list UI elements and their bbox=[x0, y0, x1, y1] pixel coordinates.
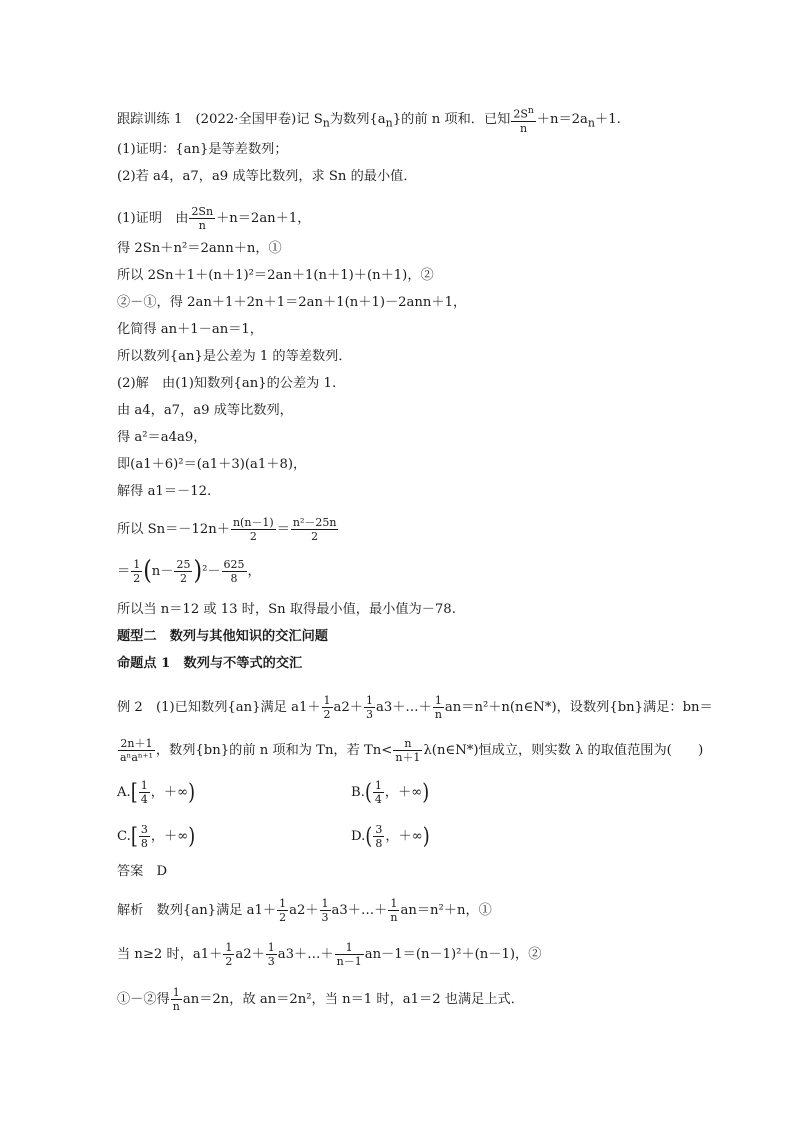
fraction: $\frac{\text{n²－25n}}{2}$ bbox=[292, 516, 337, 543]
fraction: $\frac{625}{8}$ bbox=[223, 558, 245, 585]
section-heading: 题型二 数列与其他知识的交汇问题 bbox=[117, 629, 328, 644]
fraction: $\frac{1}{2}$ bbox=[133, 558, 141, 585]
solution-line: 即(a1＋6)²＝(a1＋3)(a1＋8)， bbox=[117, 457, 307, 472]
fraction: $\frac{1}{2}$ bbox=[279, 897, 287, 924]
fraction: $\frac{n}{n+1}$ bbox=[395, 737, 421, 764]
proof-start: (1)证明 由 $\frac{2Sn}{n}$ ＋n＝2an＋1， bbox=[117, 205, 311, 232]
question-1: (1)证明：{an}是等差数列； bbox=[117, 142, 288, 157]
proof-line: 得 2Sn＋n²＝2ann＋n，① bbox=[117, 241, 282, 256]
fraction: $\frac{2S^n}{n}$ bbox=[513, 105, 534, 135]
solution-line: ＝ $\frac{1}{2}$ (n－ $\frac{25}{2}$ )²－ $\frac{625}{8}$ ， bbox=[117, 555, 261, 586]
example-problem: 例 2 (1)已知数列{an}满足 a1＋ $\frac{1}{2}$ a2＋ $\frac{1}{3}$ a3＋…＋ $\frac{1}{n}$ an＝n²＋n(n∈N*)，设数列{bn}满足：bn＝ bbox=[117, 694, 713, 721]
solution-conclusion: 所以当 n＝12 或 13 时，Sn 取得最小值，最小值为－78. bbox=[117, 602, 456, 617]
fraction: $\frac{1}{2}$ bbox=[323, 694, 331, 721]
option-a: A.[ $\frac{1}{4}$ ，＋∞) bbox=[117, 778, 196, 806]
solution-line: 得 a²＝a4a9， bbox=[117, 430, 207, 445]
example-problem: $\frac{2n+1}{\text{aⁿaⁿ⁺¹}}$ ，数列{bn}的前 n 项和为 Tn，若 Tn< $\frac{n}{n+1}$ λ(n∈N*)恒成立，则实数 λ 的取值范围为( ) bbox=[120, 737, 704, 764]
fraction: $\frac{1}{3}$ bbox=[365, 694, 373, 721]
fraction: $\frac{1}{3}$ bbox=[267, 941, 275, 968]
subsection-heading: 命题点 1 数列与不等式的交汇 bbox=[117, 656, 303, 671]
analysis-line: 解析 数列{an}满足 a1＋ $\frac{1}{2}$ a2＋ $\frac{1}{3}$ a3＋…＋ $\frac{1}{n}$ an＝n²＋n，① bbox=[117, 897, 492, 924]
proof-line: 化简得 an＋1－an＝1， bbox=[117, 322, 263, 337]
fraction: $\frac{2n+1}{\text{aⁿaⁿ⁺¹}}$ bbox=[120, 737, 153, 764]
answer-line: 答案 D bbox=[117, 864, 168, 879]
solution-line: 所以 Sn＝－12n＋ $\frac{n(n-1)}{2}$ ＝ $\frac{\text{n²－25n}}{2}$ bbox=[117, 516, 337, 543]
option-b: B.( $\frac{1}{4}$ ，＋∞) bbox=[351, 778, 430, 806]
fraction: $\frac{2Sn}{n}$ bbox=[191, 205, 214, 232]
fraction: $\frac{1}{n}$ bbox=[390, 897, 398, 924]
fraction: $\frac{1}{3}$ bbox=[321, 897, 329, 924]
fraction: $\frac{25}{2}$ bbox=[176, 558, 191, 585]
fraction: $\frac{1}{n-1}$ bbox=[336, 941, 362, 968]
fraction: $\frac{3}{8}$ bbox=[140, 823, 148, 850]
fraction: $\frac{1}{4}$ bbox=[140, 779, 148, 806]
exercise-header: 跟踪训练 1 (2022·全国甲卷)记 $S_n$为数列$\{a_n\}$的前 n 项和．已知 $\frac{2S^n}{n}$ $+n=2a_n+1$. bbox=[117, 105, 621, 135]
fraction: $\frac{1}{4}$ bbox=[374, 779, 382, 806]
solution-line: 解得 a1＝－12. bbox=[117, 484, 212, 499]
proof-line: ②－①，得 2an＋1＋2n＋1＝2an＋1(n＋1)－2ann＋1， bbox=[117, 295, 467, 310]
fraction: $\frac{1}{2}$ bbox=[225, 941, 233, 968]
fraction: $\frac{1}{n}$ bbox=[172, 986, 180, 1013]
analysis-line: 当 n≥2 时，a1＋ $\frac{1}{2}$ a2＋ $\frac{1}{3}$ a3＋…＋ $\frac{1}{n-1}$ an－1＝(n－1)²＋(n－1)，② bbox=[117, 941, 542, 968]
proof-line: 所以 2Sn＋1＋(n＋1)²＝2an＋1(n＋1)＋(n＋1)，② bbox=[117, 268, 434, 283]
fraction: $\frac{n(n-1)}{2}$ bbox=[232, 516, 274, 543]
solution-line: 由 a4，a7，a9 成等比数列， bbox=[117, 403, 293, 418]
solution-line: (2)解 由(1)知数列{an}的公差为 1. bbox=[117, 376, 337, 391]
analysis-line: ①－②得 $\frac{1}{n}$ an＝2n，故 an＝2n²，当 n＝1 时，a1＝2 也满足上式． bbox=[117, 986, 524, 1013]
option-c: C.[ $\frac{3}{8}$ ，＋∞) bbox=[117, 822, 196, 850]
option-d: D.( $\frac{3}{8}$ ，＋∞) bbox=[351, 822, 430, 850]
fraction: $\frac{1}{n}$ bbox=[434, 694, 442, 721]
proof-line: 所以数列{an}是公差为 1 的等差数列． bbox=[117, 349, 352, 364]
fraction: $\frac{3}{8}$ bbox=[375, 823, 383, 850]
question-2: (2)若 a4，a7，a9 成等比数列，求 Sn 的最小值． bbox=[117, 169, 417, 184]
